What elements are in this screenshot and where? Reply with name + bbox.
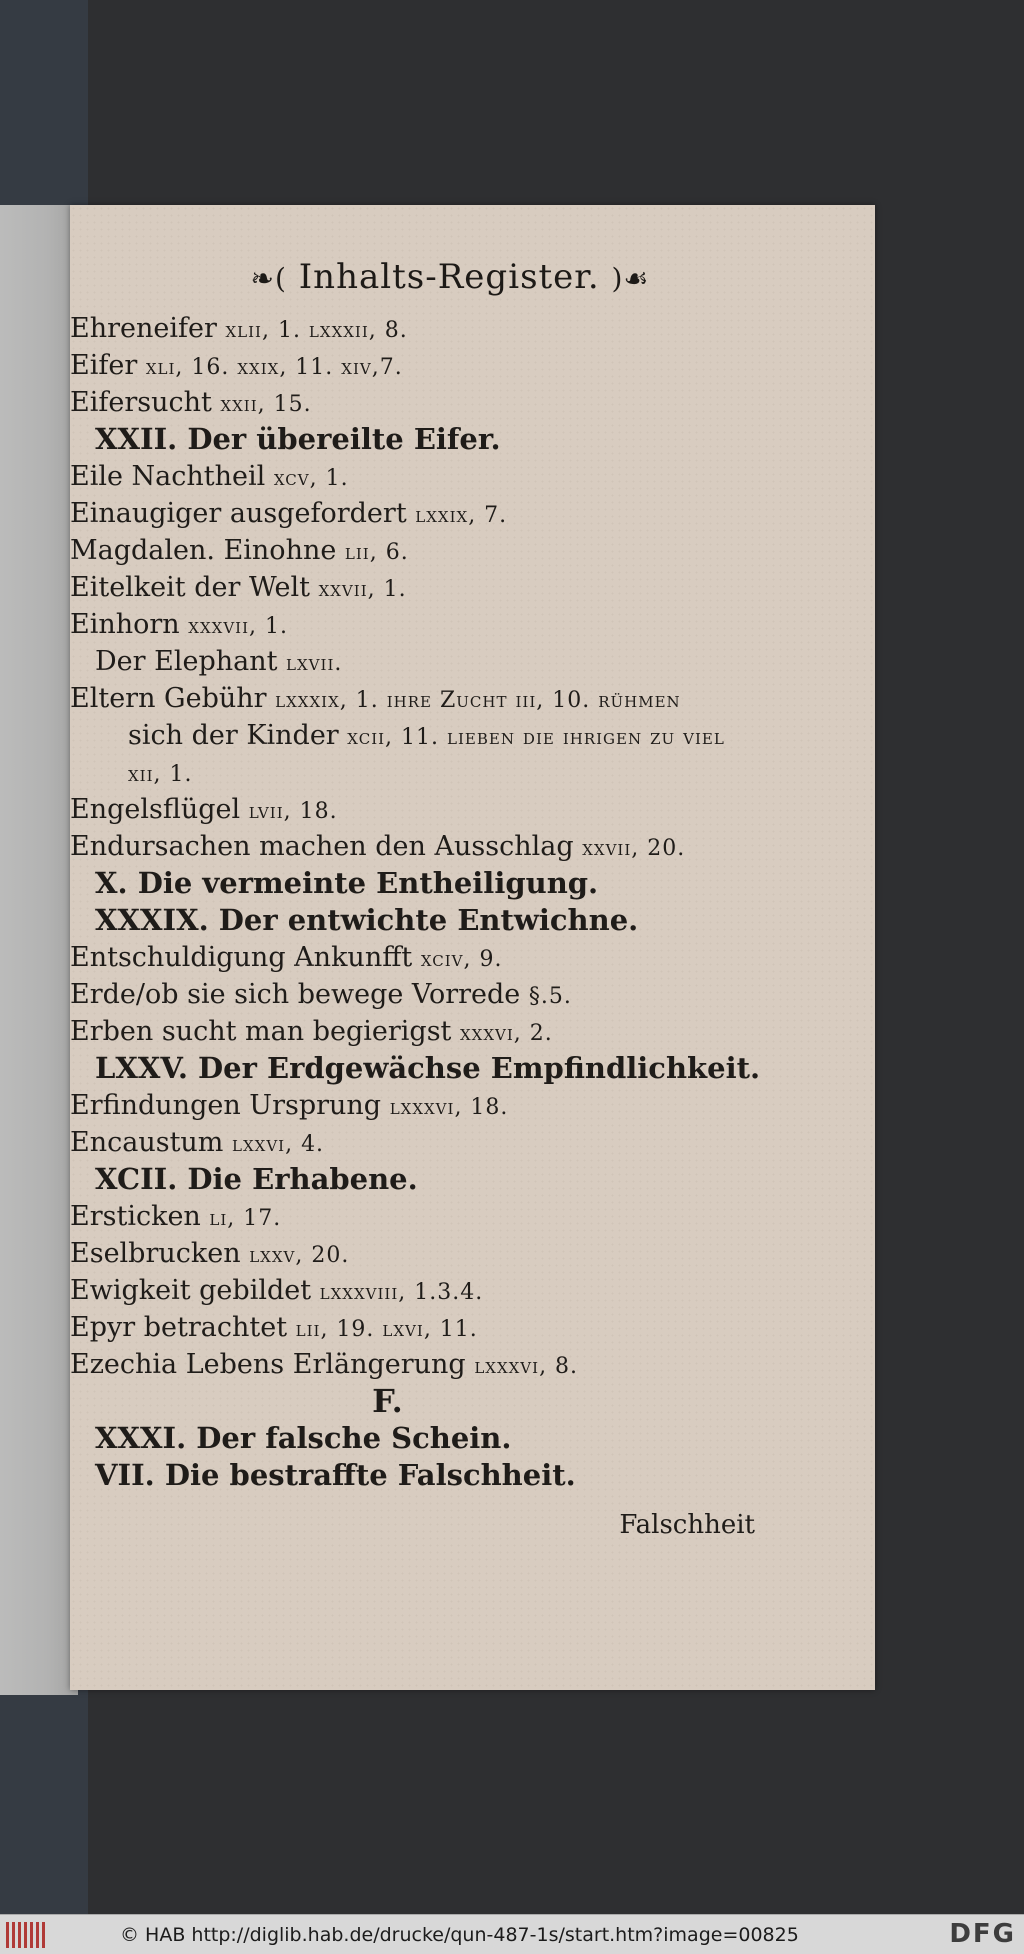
entry-text: Entschuldigung Ankunfft (70, 942, 413, 973)
index-section-heading (70, 1161, 875, 1198)
viewer-footer (0, 1914, 1024, 1954)
entry-text: Ezechia Lebens Erlängerung (70, 1349, 466, 1380)
entry-text: sich der Kinder (128, 720, 339, 751)
entry-reference: xlii, 1. lxxxii, 8. (225, 318, 408, 343)
ornament-right-icon: )☙ (611, 262, 650, 295)
barcode-icon (6, 1922, 50, 1948)
index-entry (70, 1272, 875, 1309)
entry-reference: xxii, 15. (220, 392, 312, 417)
index-section-heading (70, 1050, 875, 1087)
entry-reference: xxxvii, 1. (188, 614, 288, 639)
index-entry (70, 1309, 875, 1346)
entry-text: Ersticken (70, 1201, 201, 1232)
index-entry (70, 1346, 875, 1383)
entry-text: Eifersucht (70, 387, 212, 418)
dfg-logo: DFG (949, 1919, 1016, 1949)
entry-text: Eifer (70, 350, 138, 381)
index-entry (70, 1124, 875, 1161)
index-entry (70, 976, 875, 1013)
entry-text: VII. Die bestraffte Falschheit. (95, 1458, 576, 1492)
index-entries (70, 310, 875, 1494)
entry-text: Erfindungen Ursprung (70, 1090, 382, 1121)
entry-text: XXXIX. Der entwichte Entwichne. (95, 903, 639, 937)
entry-text: Endursachen machen den Ausschlag (70, 831, 574, 862)
index-entry (70, 495, 875, 532)
entry-reference: lii, 6. (344, 540, 409, 565)
entry-reference: xxvii, 1. (318, 577, 407, 602)
index-entry (70, 680, 875, 717)
entry-reference: lxxv, 20. (249, 1243, 350, 1268)
entry-text: Eile Nachtheil (70, 461, 266, 492)
index-entry (70, 384, 875, 421)
entry-reference: lxxxix, 1. ihre Zucht iii, 10. rühmen (275, 688, 681, 713)
entry-reference: xxvii, 20. (582, 836, 686, 861)
entry-reference: lxxvi, 4. (232, 1132, 325, 1157)
entry-text: Magdalen. Einohne (70, 535, 337, 566)
entry-text: X. Die vermeinte Entheiligung. (95, 866, 599, 900)
entry-text: Einhorn (70, 609, 180, 640)
entry-text: Engelsflügel (70, 794, 241, 825)
entry-text: Encaustum (70, 1127, 224, 1158)
entry-text: LXXV. Der Erdgewächse Empfindlichkeit. (95, 1051, 761, 1085)
entry-text: Epyr betrachtet (70, 1312, 288, 1343)
index-entry (70, 532, 875, 569)
index-entry (70, 828, 875, 865)
entry-reference: lxvii. (286, 651, 343, 676)
index-entry (70, 1198, 875, 1235)
entry-reference: xcv, 1. (273, 466, 349, 491)
entry-reference: lii, 19. lxvi, 11. (295, 1317, 478, 1342)
entry-text: Eselbrucken (70, 1238, 241, 1269)
previous-page-edge (0, 205, 78, 1695)
entry-reference: xxxvi, 2. (460, 1021, 553, 1046)
entry-text: Eltern Gebühr (70, 683, 267, 714)
entry-reference: xli, 16. xxix, 11. xiv,7. (145, 355, 403, 380)
copyright-link[interactable]: © HAB http://diglib.hab.de/drucke/qun-487-1s/start.htm?image=00825 (120, 1923, 799, 1946)
entry-reference: §.5. (528, 984, 572, 1009)
entry-text: Der Elephant (95, 646, 278, 677)
index-entry (70, 606, 875, 643)
index-entry (70, 458, 875, 495)
index-section-heading (70, 1457, 875, 1494)
catchword: Falschheit (619, 1510, 755, 1540)
index-entry (70, 939, 875, 976)
entry-reference: lxxxvi, 8. (474, 1354, 579, 1379)
index-entry (70, 754, 875, 791)
index-section-heading (70, 865, 875, 902)
entry-reference: li, 17. (209, 1206, 282, 1231)
index-letter-heading (70, 1383, 875, 1420)
index-section-heading (70, 1420, 875, 1457)
entry-text: F. (372, 1382, 403, 1420)
entry-text: XXXI. Der falsche Schein. (95, 1421, 512, 1455)
entry-reference: xciv, 9. (420, 947, 503, 972)
entry-text: Ewigkeit gebildet (70, 1275, 312, 1306)
entry-reference: lxxix, 7. (415, 503, 508, 528)
entry-text: Eitelkeit der Welt (70, 572, 310, 603)
index-section-heading (70, 902, 875, 939)
entry-text: Einaugiger ausgefordert (70, 498, 407, 529)
entry-text: XCII. Die Erhabene. (95, 1162, 418, 1196)
entry-text: Ehreneifer (70, 313, 217, 344)
index-entry (70, 347, 875, 384)
entry-reference: lxxxvi, 18. (389, 1095, 509, 1120)
entry-reference: xii, 1. (128, 762, 193, 787)
entry-reference: xcii, 11. lieben die ihrigen zu viel (347, 725, 725, 750)
index-entry (70, 1087, 875, 1124)
entry-reference: lvii, 18. (248, 799, 338, 824)
index-entry (70, 717, 875, 754)
entry-text: Erben sucht man begierigst (70, 1016, 452, 1047)
index-section-heading (70, 421, 875, 458)
ornament-left-icon: ❧( (250, 262, 287, 295)
entry-reference: lxxxviii, 1.3.4. (319, 1280, 484, 1305)
index-entry (70, 643, 875, 680)
page-header (140, 257, 760, 297)
page-header-title: Inhalts-Register. (298, 257, 600, 297)
index-entry (70, 791, 875, 828)
entry-text: Erde/ob sie sich bewege Vorrede (70, 979, 521, 1010)
index-entry (70, 569, 875, 606)
index-entry (70, 1235, 875, 1272)
book-page (70, 205, 875, 1690)
index-entry (70, 1013, 875, 1050)
index-entry (70, 310, 875, 347)
entry-text: XXII. Der übereilte Eifer. (95, 422, 501, 456)
